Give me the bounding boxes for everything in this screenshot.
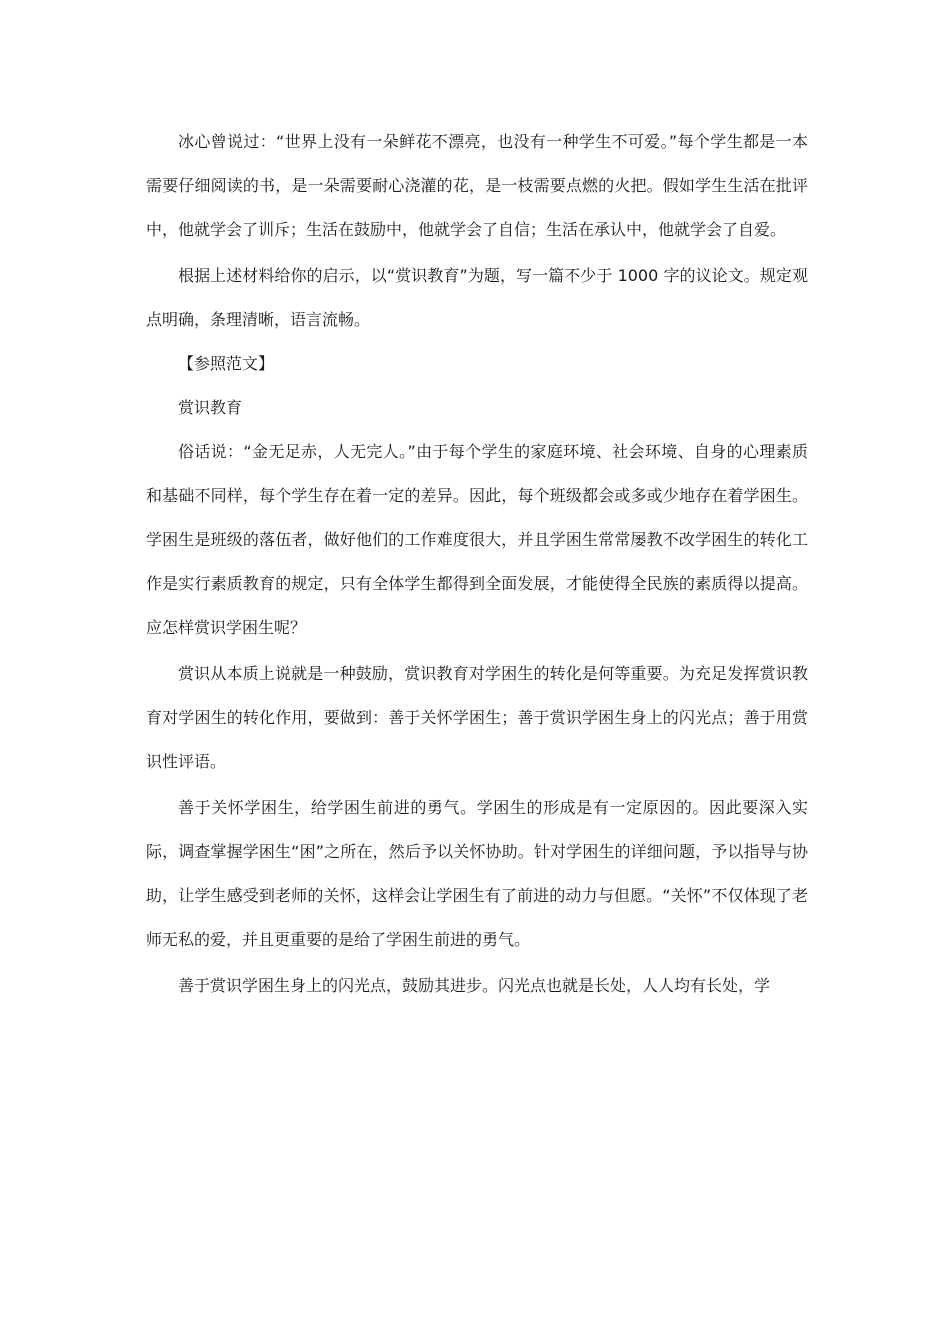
text-line: 俗话说：“金无足赤，人无完人。”由于每个学生的家庭环境、社会环境、自身的心 <box>178 442 760 461</box>
text-line: 指导与协助，让学生感受到老师的关怀，这样会让学困生有了前进的动力与但愿。“关 <box>146 842 808 905</box>
prompt-paragraph <box>146 120 808 252</box>
text-line: 怀”不仅体现了老师无私的爱，并且更重要的是给了学困生前进的勇气。 <box>146 886 808 949</box>
text-line: 善于关怀学困生，给学困生前进的勇气。学困生的形成是有一定原因的。因此要深入 <box>178 798 792 817</box>
text-line: 着学困生。学困生是班级的落伍者，做好他们的工作难度很大，并且学困生常常屡教不改 <box>146 486 808 549</box>
text-line: 生活在批评中，他就学会了训斥；生活在鼓励中，他就学会了自信；生活在承认中，他就 <box>146 176 808 239</box>
text-line: 善于赏识学困生身上的闪光点，鼓励其进步。闪光点也就是长处，人人均有长处，学 <box>178 976 771 995</box>
text-line: 是一本需要仔细阅读的书，是一朵需要耐心浇灌的花，是一枝需要点燃的火把。假如学生 <box>146 132 808 195</box>
essay-paragraph <box>146 652 808 784</box>
reference-label: 【参照范文】 <box>178 354 275 373</box>
text-line: 定观点明确，条理清晰，语言流畅。 <box>146 266 808 329</box>
text-line: 实际，调查掌握学困生“困”之所在，然后予以关怀协助。针对学困生的详细问题，予以 <box>146 798 808 861</box>
text-line: 善于用赏识性评语。 <box>146 708 808 771</box>
text-line: 族的素质得以提高。应怎样赏识学困生呢？ <box>146 574 808 637</box>
text-line: 识教育对学困生的转化作用，要做到：善于关怀学困生；善于赏识学困生身上的闪光点； <box>146 664 808 727</box>
text-line: 赏识从本质上说就是一种鼓励，赏识教育对学困生的转化是何等重要。为充足发挥赏 <box>178 664 776 683</box>
essay-paragraph <box>146 964 808 1008</box>
essay-title: 赏识教育 <box>178 398 243 417</box>
text-line: 学会了自爱。 <box>690 220 787 239</box>
text-line: 学困生的转化工作是实行素质教育的规定，只有全体学生都得到全面发展，才能使得全民 <box>146 530 808 593</box>
text-line: 冰心曾说过：“世界上没有一朵鲜花不漂亮，也没有一种学生不可爱。”每个学生都 <box>178 132 760 151</box>
document-body <box>146 120 808 1008</box>
instruction-paragraph <box>146 254 808 342</box>
text-line: 根据上述材料给你的启示，以“赏识教育”为题，写一篇不少于 1000 字的议论文。规 <box>178 266 776 285</box>
essay-paragraph <box>146 786 808 962</box>
essay-paragraph <box>146 430 808 650</box>
text-line: 理素质和基础不同样，每个学生存在着一定的差异。因此，每个班级都会或多或少地存在 <box>146 442 808 505</box>
